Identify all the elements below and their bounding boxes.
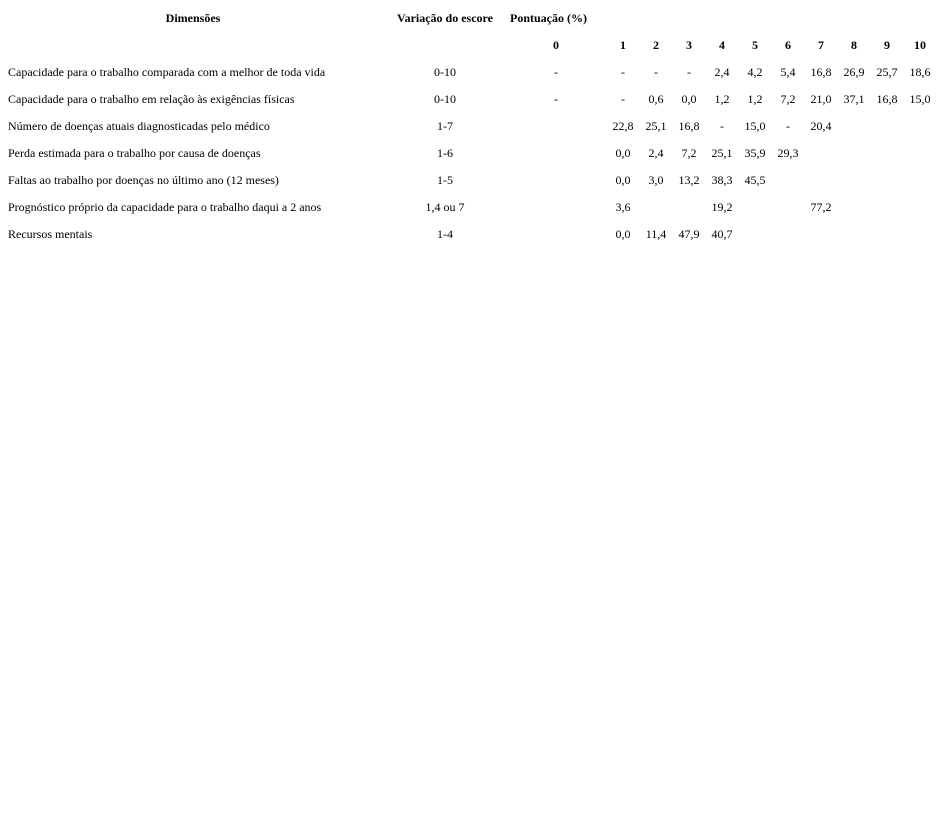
score-header-row: [0, 32, 941, 59]
score-cell: [837, 194, 871, 221]
score-cell: 77,2: [810, 200, 832, 214]
score-cell: -: [621, 65, 625, 79]
score-cell: [903, 221, 937, 248]
row-range: 1-5: [437, 173, 453, 187]
score-cell: [870, 194, 904, 221]
row-label: Capacidade para o trabalho comparada com a melhor de toda vida: [8, 65, 326, 79]
score-cell: [639, 194, 673, 221]
score-cell: 40,7: [711, 227, 733, 241]
score-header-1: 1: [620, 38, 626, 52]
row-range: 1-4: [437, 227, 453, 241]
score-cell: [539, 113, 573, 140]
score-cell: 0,0: [681, 92, 697, 106]
score-cell: [837, 140, 871, 167]
score-header-7: 7: [818, 38, 824, 52]
score-cell: [870, 221, 904, 248]
score-header-0: 0: [553, 38, 559, 52]
score-cell: [771, 167, 805, 194]
score-cell: -: [621, 92, 625, 106]
table-row: [0, 140, 941, 167]
score-cell: [837, 221, 871, 248]
score-cell: 35,9: [744, 146, 766, 160]
score-cell: 21,0: [810, 92, 832, 106]
row-range: 0-10: [434, 92, 456, 106]
score-cell: [903, 113, 937, 140]
header-dimensoes: Dimensões: [165, 11, 221, 25]
row-label: Capacidade para o trabalho em relação às exigências físicas: [8, 92, 295, 106]
score-header-5: 5: [752, 38, 758, 52]
score-cell: 26,9: [843, 65, 865, 79]
score-cell: [539, 140, 573, 167]
score-cell: [539, 194, 573, 221]
score-cell: -: [554, 92, 558, 106]
score-cell: 15,0: [744, 119, 766, 133]
score-cell: [903, 167, 937, 194]
score-cell: 38,3: [711, 173, 733, 187]
score-cell: 22,8: [612, 119, 634, 133]
score-cell: [903, 140, 937, 167]
score-cell: 0,0: [615, 146, 631, 160]
score-cell: -: [687, 65, 691, 79]
score-cell: 25,7: [876, 65, 898, 79]
score-cell: 0,0: [615, 227, 631, 241]
header-row: [0, 5, 941, 32]
score-cell: -: [654, 65, 658, 79]
score-cell: 7,2: [780, 92, 796, 106]
table-row: [0, 221, 941, 248]
score-cell: 5,4: [780, 65, 796, 79]
score-cell: 20,4: [810, 119, 832, 133]
score-header-9: 9: [884, 38, 890, 52]
score-cell: 16,8: [876, 92, 898, 106]
score-cell: [903, 194, 937, 221]
score-cell: -: [786, 119, 790, 133]
score-cell: [738, 194, 772, 221]
score-cell: 2,4: [714, 65, 730, 79]
score-cell: 1,2: [747, 92, 763, 106]
score-cell: [539, 221, 573, 248]
score-cell: [771, 221, 805, 248]
score-cell: 29,3: [777, 146, 799, 160]
score-cell: 25,1: [645, 119, 667, 133]
score-cell: [870, 140, 904, 167]
score-cell: [837, 113, 871, 140]
score-cell: 18,6: [909, 65, 931, 79]
table-row: [0, 86, 941, 113]
score-cell: 45,5: [744, 173, 766, 187]
score-header-4: 4: [719, 38, 725, 52]
table-row: [0, 59, 941, 86]
row-label: Faltas ao trabalho por doenças no último ano (12 meses): [8, 173, 279, 187]
score-cell: 3,0: [648, 173, 664, 187]
score-cell: 1,2: [714, 92, 730, 106]
score-cell: 15,0: [909, 92, 931, 106]
row-range: 1-7: [437, 119, 453, 133]
score-header-6: 6: [785, 38, 791, 52]
score-cell: 0,0: [615, 173, 631, 187]
score-cell: [738, 221, 772, 248]
score-header-8: 8: [851, 38, 857, 52]
row-label: Prognóstico próprio da capacidade para o trabalho daqui a 2 anos: [8, 200, 322, 214]
score-cell: 13,2: [678, 173, 700, 187]
score-cell: 16,8: [810, 65, 832, 79]
table-row: [0, 194, 941, 221]
score-cell: [672, 194, 706, 221]
row-range: 1,4 ou 7: [425, 200, 465, 214]
score-cell: [771, 194, 805, 221]
row-label: Recursos mentais: [8, 227, 93, 241]
score-cell: [870, 113, 904, 140]
header-pontuacao: Pontuação (%): [510, 11, 587, 25]
score-cell: 19,2: [711, 200, 733, 214]
row-label: Perda estimada para o trabalho por causa de doenças: [8, 146, 261, 160]
score-cell: [804, 140, 838, 167]
score-header-3: 3: [686, 38, 692, 52]
score-cell: 47,9: [678, 227, 700, 241]
score-cell: [804, 167, 838, 194]
score-cell: -: [554, 65, 558, 79]
score-cell: [804, 221, 838, 248]
score-cell: 16,8: [678, 119, 700, 133]
score-cell: 2,4: [648, 146, 664, 160]
score-cell: 11,4: [645, 227, 667, 241]
score-cell: [837, 167, 871, 194]
score-cell: [539, 167, 573, 194]
table-row: [0, 113, 941, 140]
row-range: 0-10: [434, 65, 456, 79]
score-cell: 7,2: [681, 146, 697, 160]
score-cell: -: [720, 119, 724, 133]
header-variacao: Variação do escore: [397, 11, 493, 25]
score-cell: 25,1: [711, 146, 733, 160]
score-header-10: 10: [914, 38, 926, 52]
score-cell: 3,6: [615, 200, 631, 214]
row-range: 1-6: [437, 146, 453, 160]
table-row: [0, 167, 941, 194]
score-cell: 0,6: [648, 92, 664, 106]
score-cell: 37,1: [843, 92, 865, 106]
score-cell: [870, 167, 904, 194]
score-header-2: 2: [653, 38, 659, 52]
score-cell: 4,2: [747, 65, 763, 79]
row-label: Número de doenças atuais diagnosticadas pelo médico: [8, 119, 270, 133]
